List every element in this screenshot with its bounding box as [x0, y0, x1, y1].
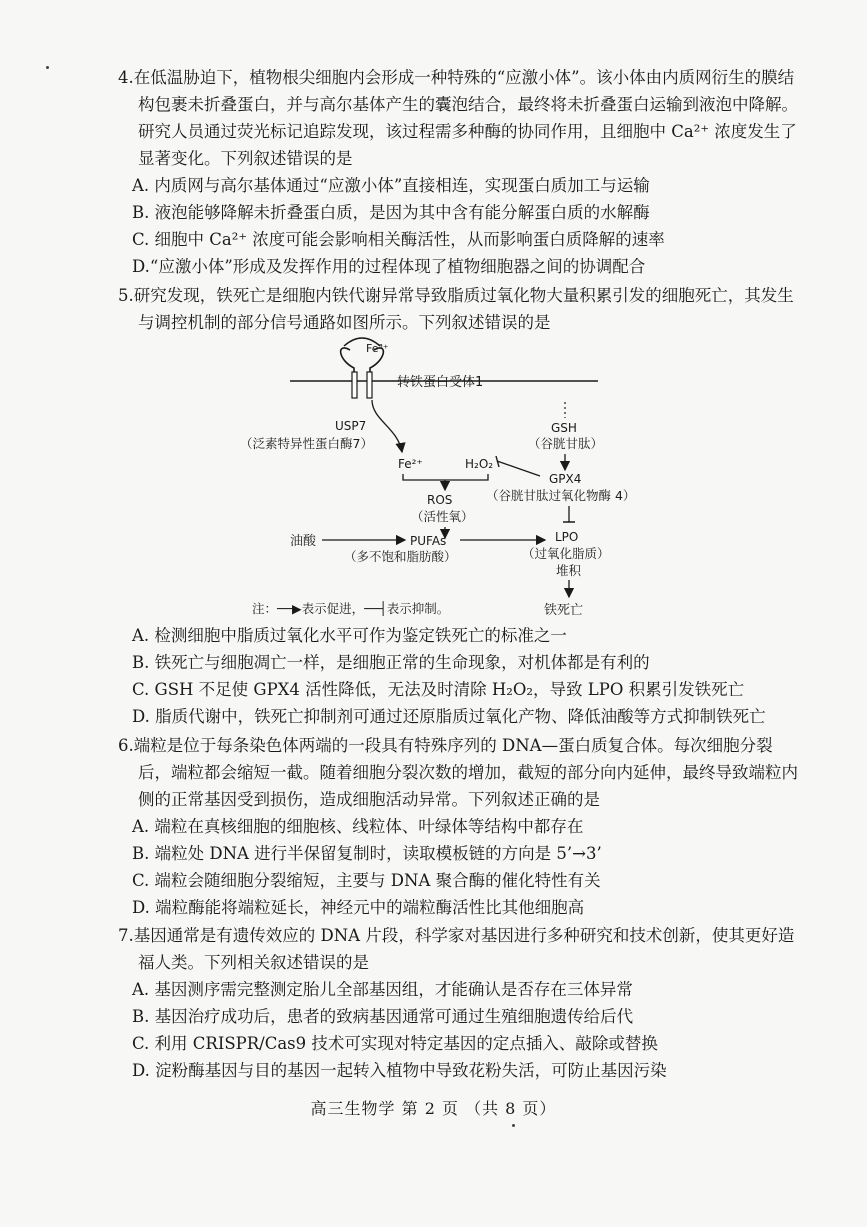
lpo-name-label: （过氧化脂质） — [522, 546, 610, 561]
pufa-label: PUFAs — [410, 534, 447, 548]
scan-speck — [512, 1124, 515, 1127]
gsh-label: GSH — [551, 421, 577, 435]
page-footer: 高三生物学 第 2 页 （共 8 页） — [310, 1099, 557, 1118]
question-6-option-c: C. 端粒会随细胞分裂缩短，主要与 DNA 聚合酶的催化特性有关 — [132, 871, 601, 890]
question-5-options — [118, 622, 808, 730]
receptor-label: 转铁蛋白受体1 — [397, 375, 484, 390]
question-4-stem: 4.在低温胁迫下，植物根尖细胞内会形成一种特殊的“应激小体”。该小体由内质网衍生的膜结构包裹未折叠蛋白，并与高尔基体产生的囊泡结合，最终将未折叠蛋白运输到液泡中降解。研究人员通过荧光标记追踪发现，该过程需多种酶的协同作用，且细胞中 Ca²⁺ 浓度发生了显著变化。下列叙述错误的是 — [118, 68, 798, 168]
gsh-name-label: （谷胱甘肽） — [528, 436, 604, 451]
question-4-option-a: A. 内质网与高尔基体通过“应激小体”直接相连，实现蛋白质加工与运输 — [132, 176, 650, 195]
question-4-option-c: C. 细胞中 Ca²⁺ 浓度可能会影响相关酶活性，从而影响蛋白质降解的速率 — [132, 230, 665, 249]
usp7-label: USP7 — [335, 419, 367, 433]
question-6 — [118, 732, 798, 921]
question-7-option-a: A. 基因测序需完整测定胎儿全部基因组，才能确认是否存在三体异常 — [132, 980, 633, 999]
fe3-label: Fe³⁺ — [366, 342, 389, 355]
gpx4-label: GPX4 — [549, 472, 582, 486]
fe2-h2o2-bracket — [403, 474, 488, 480]
question-5-option-b: B. 铁死亡与细胞凋亡一样，是细胞正常的生命现象，对机体都是有利的 — [132, 653, 650, 672]
gpx4-name-label: （谷胱甘肽过氧化物酶 4） — [486, 488, 636, 503]
question-7-stem: 7.基因通常是有遗传效应的 DNA 片段，科学家对基因进行多种研究和技术创新，使其更好造福人类。下列相关叙述错误的是 — [118, 926, 795, 972]
question-4-option-b: B. 液泡能够降解未折叠蛋白质，是因为其中含有能分解蛋白质的水解酶 — [132, 203, 650, 222]
usp7-promote-arrow — [372, 400, 402, 452]
question-6-option-d: D. 端粒酶能将端粒延长，神经元中的端粒酶活性比其他细胞高 — [132, 898, 585, 917]
question-5-option-d: D. 脂质代谢中，铁死亡抑制剂可通过还原脂质过氧化产物、降低油酸等方式抑制铁死亡 — [132, 707, 766, 726]
h2o2-label: H₂O₂ — [465, 457, 494, 471]
question-5-stem: 5.研究发现，铁死亡是细胞内铁代谢异常导致脂质过氧化物大量积累引发的细胞死亡，其发生与调控机制的部分信号通路如图所示。下列叙述错误的是 — [118, 286, 794, 332]
ros-name-label: （活性氧） — [411, 509, 474, 524]
question-5-option-a: A. 检测细胞中脂质过氧化水平可作为鉴定铁死亡的标准之一 — [132, 626, 567, 645]
question-4-option-d: D.“应激小体”形成及发挥作用的过程体现了植物细胞器之间的协调配合 — [132, 257, 646, 276]
lpo-label: LPO — [555, 530, 579, 544]
question-7-option-b: B. 基因治疗成功后，患者的致病基因通常可通过生殖细胞遗传给后代 — [132, 1007, 634, 1026]
diagram-legend-note: 注：──▶表示促进，──┤表示抑制。 — [252, 601, 450, 616]
accumulate-label: 堆积 — [556, 563, 582, 578]
ros-label: ROS — [427, 493, 453, 507]
usp7-name-label: （泛素特异性蛋白酶7） — [240, 436, 373, 451]
question-6-option-b: B. 端粒处 DNA 进行半保留复制时，读取模板链的方向是 5’→3’ — [132, 844, 602, 863]
question-7-option-c: C. 利用 CRISPR/Cas9 技术可实现对特定基因的定点插入、敲除或替换 — [132, 1034, 658, 1053]
question-6-stem: 6.端粒是位于每条染色体两端的一段具有特殊序列的 DNA—蛋白质复合体。每次细胞分裂后，端粒都会缩短一截。随着细胞分裂次数的增加，截短的部分向内延伸，最终导致端粒内侧的正常基因受到损伤，造成细胞活动异常。下列叙述正确的是 — [118, 736, 798, 809]
pufa-name-label: （多不饱和脂肪酸） — [344, 549, 457, 564]
gpx4-inhibit-h2o2-line — [497, 461, 540, 476]
fe2-label: Fe²⁺ — [398, 457, 423, 471]
question-6-option-a: A. 端粒在真核细胞的细胞核、线粒体、叶绿体等结构中都存在 — [132, 817, 584, 836]
ferroptosis-label: 铁死亡 — [544, 603, 584, 618]
question-7-option-d: D. 淀粉酶基因与目的基因一起转入植物中导致花粉失活，可防止基因污染 — [132, 1061, 667, 1080]
question-5-option-c: C. GSH 不足使 GPX4 活性降低，无法及时清除 H₂O₂，导致 LPO 积累引发铁死亡 — [132, 680, 745, 699]
question-7 — [118, 922, 798, 1084]
oleic-acid-label: 油酸 — [290, 534, 317, 549]
